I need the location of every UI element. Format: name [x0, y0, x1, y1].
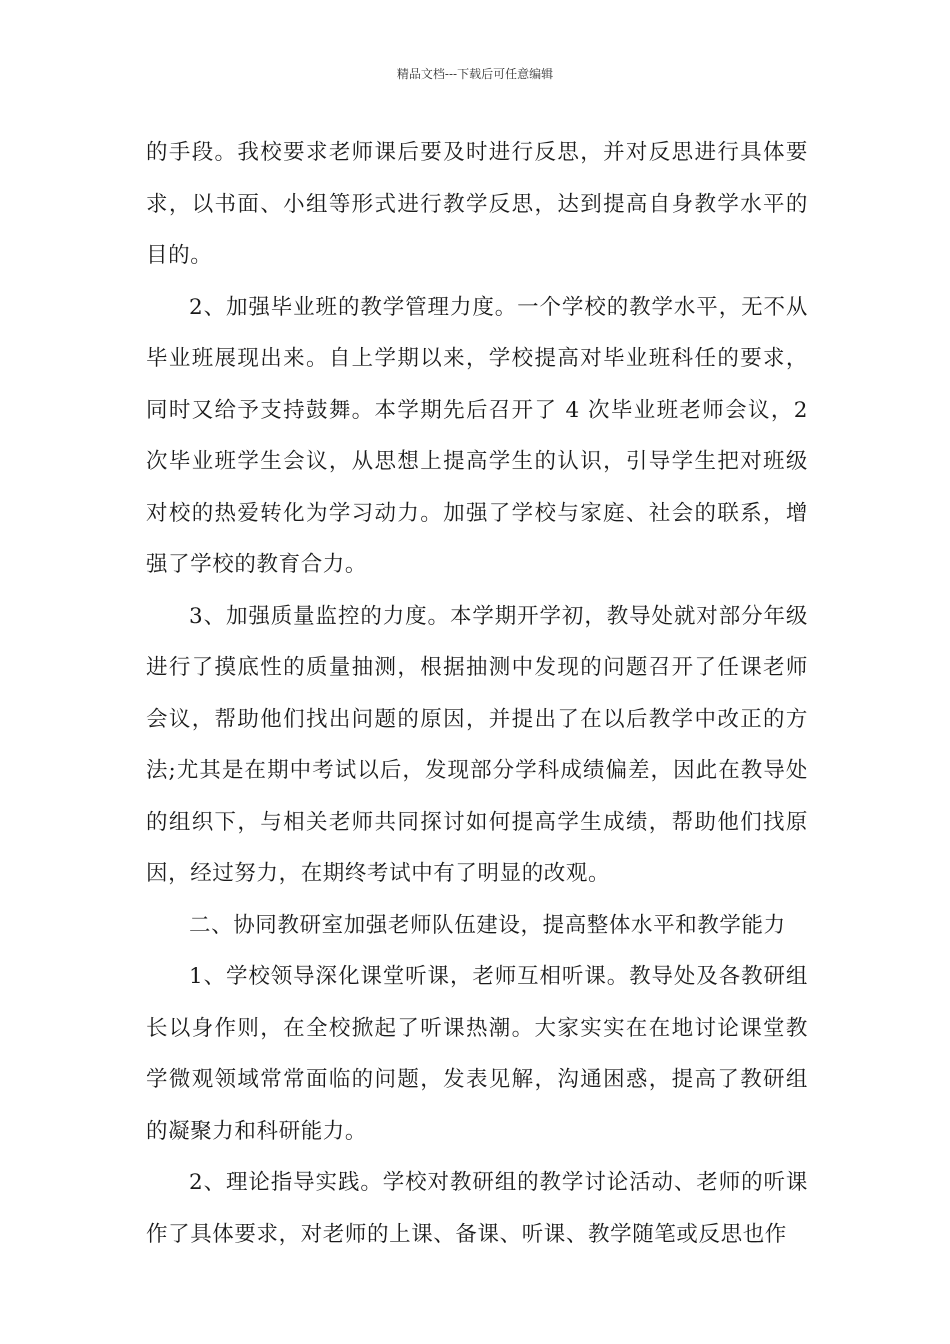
section-heading-teacher-team: 二、协同教研室加强老师队伍建设，提高整体水平和教学能力	[189, 912, 786, 938]
paragraph-quality-monitoring: 3、加强质量监控的力度。本学期开学初，教导处就对部分年级进行了摸底性的质量抽测，根据抽测中发现的问题召开了任课老师会议，帮助他们找出问题的原因，并提出了在以后教学中改正的方法;尤其是在期中考试以后，发现部分学科成绩偏差，因此在教导处的组织下，与相关老师共同探讨如何提高学生成绩，帮助他们找原因，经过努力，在期终考试中有了明显的改观。	[146, 603, 808, 886]
page-header: 精品文档---下载后可任意编辑	[396, 67, 554, 81]
paragraph-lesson-observation: 1、学校领导深化课堂听课，老师互相听课。教导处及各教研组长以身作则，在全校掀起了听课热潮。大家实实在在地讨论课堂教学微观领域常常面临的问题，发表见解，沟通困惑，提高了教研组的凝聚力和科研能力。	[146, 964, 808, 1144]
paragraph-graduating-class: 2、加强毕业班的教学管理力度。一个学校的教学水平，无不从毕业班展现出来。自上学期以来，学校提高对毕业班科任的要求，同时又给予支持鼓舞。本学期先后召开了 4 次毕业班老师会议，2 次毕业班学生会议，从思想上提高学生的认识，引导学生把对班级对校的热爱转化为学习动力。加强了学校与家庭、社会的联系，增强了学校的教育合力。	[146, 294, 808, 577]
paragraph-continuation: 的手段。我校要求老师课后要及时进行反思，并对反思进行具体要求，以书面、小组等形式进行教学反思，达到提高自身教学水平的目的。	[146, 140, 808, 268]
paragraph-theory-practice: 2、理论指导实践。学校对教研组的教学讨论活动、老师的听课作了具体要求，对老师的上课、备课、听课、教学随笔或反思也作	[146, 1170, 808, 1247]
document-body	[146, 127, 808, 1260]
